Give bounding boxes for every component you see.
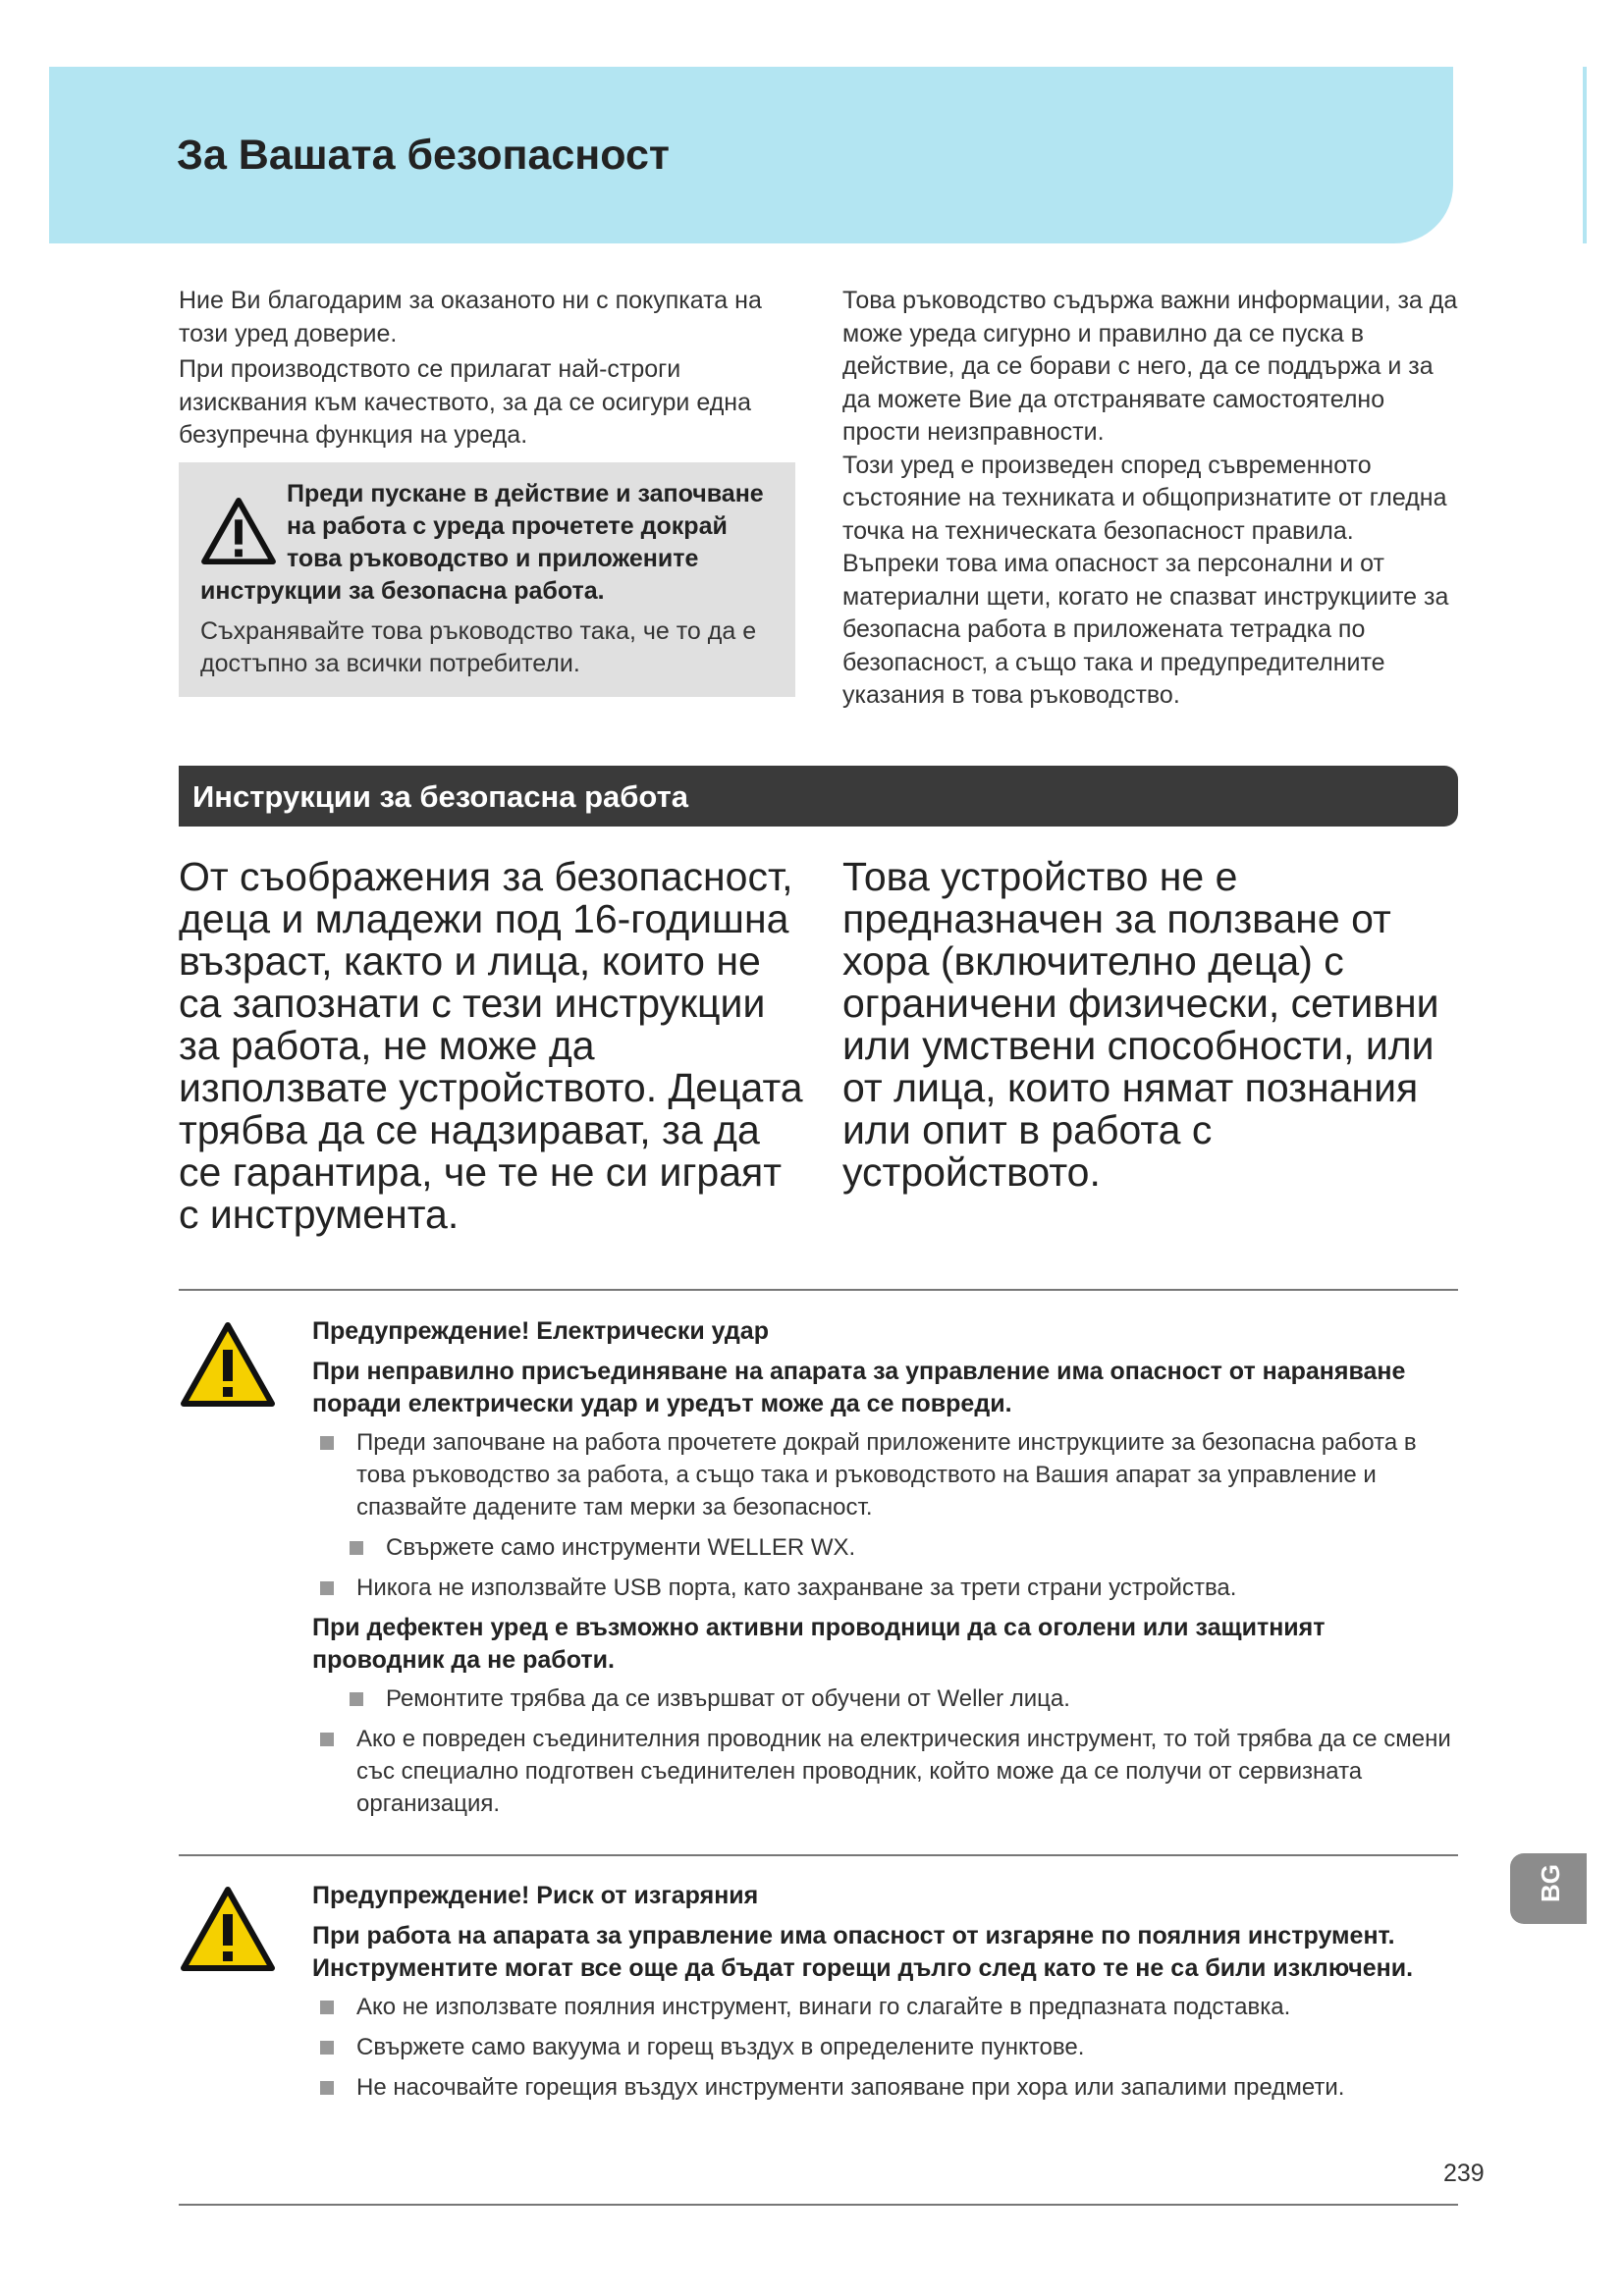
warning-list: [312, 1426, 1461, 1604]
square-bullet-icon: [320, 2081, 334, 2095]
warning-title: Предупреждение! Риск от изгаряния: [312, 1882, 759, 1909]
divider: [179, 2204, 1458, 2206]
square-bullet-icon: [320, 2001, 334, 2014]
square-bullet-icon: [350, 1541, 363, 1555]
list-item: [312, 1723, 1461, 1820]
warning-electric-shock: [312, 1315, 1461, 1828]
list-item-text: Не насочвайте горещия въздух инструменти запояване при хора или запалими предмети.: [356, 2074, 1345, 2101]
list-item-text: Свържете само вакуума и горещ въздух в определените пунктове.: [356, 2034, 1085, 2060]
square-bullet-icon: [320, 1581, 334, 1595]
list-item-text: Ремонтите трябва да се извършват от обучени от Weller лица.: [386, 1685, 1070, 1712]
intro-right-column: [842, 285, 1463, 713]
notice-heading: [200, 478, 774, 608]
intro-paragraph: Този уред е произведен според съвременното състояние на техниката и общопризнатите от гледна точка на техническата безопасност правила.: [842, 451, 1447, 545]
list-item: [312, 1682, 1461, 1715]
page-title: За Вашата безопасност: [177, 132, 670, 179]
list-item: [312, 2071, 1461, 2104]
notice-box: [179, 462, 795, 697]
list-item-text: Преди започване на работа прочетете докрай приложените инструкциите за безопасна работа в това ръководство за работа, а също така и ръководството на Вашия апарат за управление и спазвайте дадените там мерки за безопасност.: [356, 1429, 1417, 1521]
divider: [179, 1289, 1458, 1291]
list-item: [312, 1991, 1461, 2023]
language-tab: [1510, 1853, 1587, 1924]
warning-description: При неправилно присъединяване на апарата за управление има опасност от нараняване поради електрически удар и уредът може да се повреди.: [312, 1358, 1406, 1417]
warning-description: При работа на апарата за управление има опасност от изгаряне по поялния инструмент. Инструментите могат все още да бъдат горещи дълго след като те не са били изключени.: [312, 1922, 1414, 1982]
list-item-text: Ако не използвате поялния инструмент, винаги го слагайте в предпазната подставка.: [356, 1994, 1291, 2020]
children-safety-text: От съображения за безопасност, деца и младежи под 16-годишна възраст, както и лица, които не са запознати с тези инструкции за работа, не може да използвате устройството. Децата трябва да се надзирават, за да се гарантира, че те не си играят с инструмента.: [179, 854, 803, 1237]
warning-burn-risk: [312, 1880, 1461, 2111]
warning-description: При дефектен уред е възможно активни проводници да са оголени или защитният проводник да не работи.: [312, 1614, 1326, 1674]
notice-heading-line: на работа с уреда прочетете докрай: [287, 512, 728, 540]
notice-heading-line: това ръководство и приложените: [287, 545, 699, 572]
intro-paragraph: Въпреки това има опасност за персонални и от материални щети, когато не спазват инструкциите за безопасна работа в приложената тетрадка по безопасност, а също така и предупредителните указания в това ръководство.: [842, 550, 1449, 709]
notice-body: Съхранявайте това ръководство така, че то да е достъпно за всички потребители.: [200, 617, 757, 677]
header-edge-strip: [1583, 67, 1587, 243]
warning-list: [312, 1682, 1461, 1820]
square-bullet-icon: [320, 1436, 334, 1450]
warning-list: [312, 1991, 1461, 2104]
page-number: 239: [1443, 2160, 1485, 2187]
intro-paragraph: Ние Ви благодарим за оказаното ни с покупката на този уред доверие.: [179, 287, 762, 347]
intro-left-column: [179, 285, 797, 453]
section-header-bar: [179, 766, 1458, 827]
intro-paragraph: Това ръководство съдържа важни информации, за да може уреда сигурно и правилно да се пуска в действие, да се борави с него, да се поддържа и за да можете Вие да отстранявате самостоятелно прости неизправности.: [842, 287, 1458, 446]
list-item: [312, 1531, 1461, 1564]
list-item-text: Свържете само инструменти WELLER WX.: [386, 1534, 856, 1561]
square-bullet-icon: [320, 1733, 334, 1746]
list-item-text: Ако е повреден съединителния проводник на електрическия инструмент, то той трябва да се смени със специално подготвен съединителен проводник, който може да се получи от сервизната организация.: [356, 1726, 1451, 1817]
section-title: Инструкции за безопасна работа: [192, 779, 689, 814]
list-item: [312, 1572, 1461, 1604]
divider: [179, 1854, 1458, 1856]
notice-heading-line: инструкции за безопасна работа.: [200, 577, 605, 605]
warning-triangle-icon: [200, 497, 277, 565]
list-item-text: Никога не използвайте USB порта, като захранване за трети страни устройства.: [356, 1575, 1237, 1601]
list-item: [312, 2031, 1461, 2063]
warning-triangle-icon: [179, 1885, 277, 1973]
intro-paragraph: При производството се прилагат най-строги изисквания към качеството, за да се осигури една безупречна функция на уреда.: [179, 355, 751, 449]
notice-heading-line: Преди пускане в действие и започване: [287, 480, 764, 507]
warning-title: Предупреждение! Електрически удар: [312, 1317, 769, 1345]
restricted-persons-text: Това устройство не е предназначен за ползване от хора (включително деца) с ограничени физически, сетивни или умствени способности, или от лица, които нямат познания или опит в работа с устройството.: [842, 854, 1439, 1195]
list-item: [312, 1426, 1461, 1523]
square-bullet-icon: [350, 1692, 363, 1706]
language-tab-label: BG: [1536, 1864, 1565, 1902]
square-bullet-icon: [320, 2041, 334, 2055]
warning-triangle-icon: [179, 1320, 277, 1409]
